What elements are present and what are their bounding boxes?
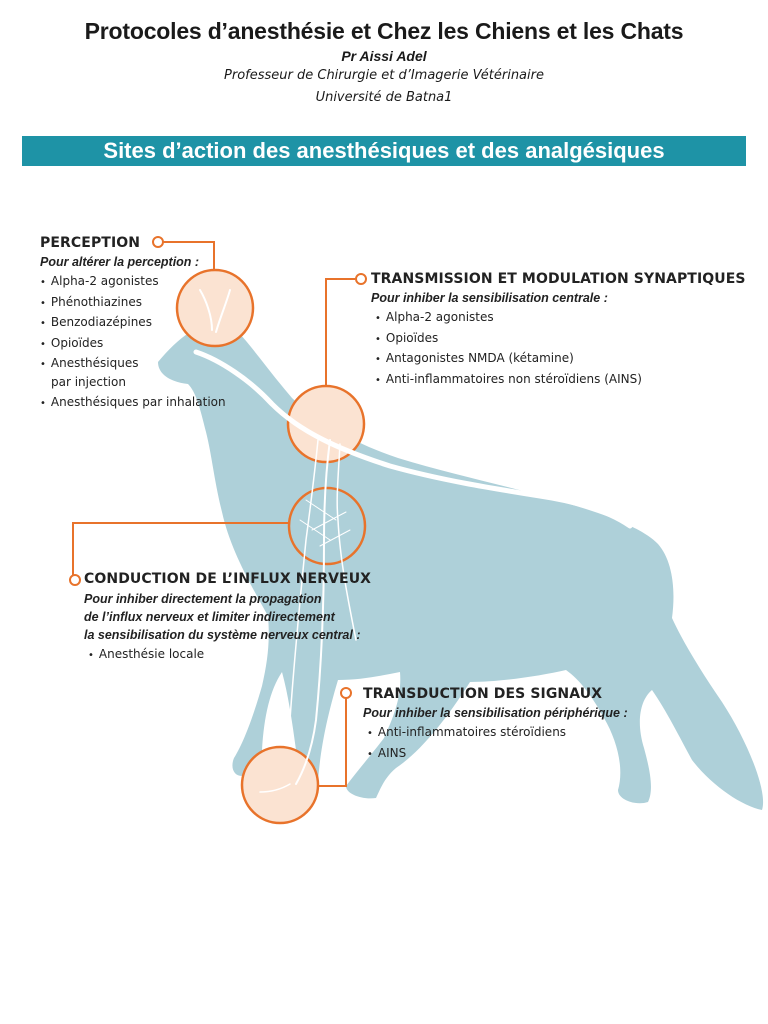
transmission-title: TRANSMISSION ET MODULATION SYNAPTIQUES (371, 271, 746, 287)
conduction-title: CONDUCTION DE L’INFLUX NERVEUX (84, 571, 372, 587)
perception-list (40, 272, 226, 414)
transduction-subtitle: Pour inhiber la sensibilisation périphérique : (363, 706, 628, 720)
conduction-subtitle-line: de l’influx nerveux et limiter indirectement (84, 610, 335, 624)
conduction-subtitle (84, 590, 371, 644)
transduction-section (363, 686, 628, 764)
conduction-subtitle-line: la sensibilisation du système nerveux central : (84, 628, 361, 642)
perception-section (40, 235, 226, 414)
list-item: • Antagonistes NMDA (kétamine) (375, 349, 746, 370)
conduction-list (88, 645, 371, 666)
conduction-section (84, 571, 371, 666)
transduction-list (367, 723, 628, 764)
list-item-continuation: par injection (51, 374, 126, 389)
transduction-title: TRANSDUCTION DES SIGNAUX (363, 686, 603, 702)
university-name: Université de Batna1 (315, 90, 453, 105)
list-item: • Anesthésiques par inhalation (40, 393, 226, 414)
perception-subtitle: Pour altérer la perception : (40, 255, 200, 269)
conduction-highlight (289, 488, 365, 564)
transmission-list (375, 308, 746, 390)
list-item: • Alpha-2 agonistes (40, 272, 226, 293)
list-item: • Benzodiazépines (40, 313, 226, 334)
list-item: • Phénothiazines (40, 293, 226, 314)
list-item: • Anti-inflammatoires non stéroïdiens (AINS) (375, 370, 746, 391)
list-item: • AINS (367, 744, 628, 765)
section-banner: Sites d’action des anesthésiques et des analgésiques (22, 136, 746, 166)
list-item: • Anti-inflammatoires stéroïdiens (367, 723, 628, 744)
list-item: • Opioïdes (375, 329, 746, 350)
list-item: • Alpha-2 agonistes (375, 308, 746, 329)
transmission-subtitle: Pour inhiber la sensibilisation centrale : (371, 291, 608, 305)
list-item: • Anesthésie locale (88, 645, 371, 666)
author-name: Pr Aissi Adel (341, 48, 427, 64)
perception-title: PERCEPTION (40, 235, 141, 251)
page-title: Protocoles d’anesthésie et Chez les Chiens et les Chats (84, 18, 684, 44)
conduction-subtitle-line: Pour inhiber directement la propagation (84, 592, 322, 606)
list-item: • Opioïdes (40, 334, 226, 355)
transmission-section (371, 271, 746, 390)
list-item: • Anesthésiques (40, 354, 226, 375)
author-affiliation: Professeur de Chirurgie et d’Imagerie Vétérinaire (224, 68, 544, 83)
